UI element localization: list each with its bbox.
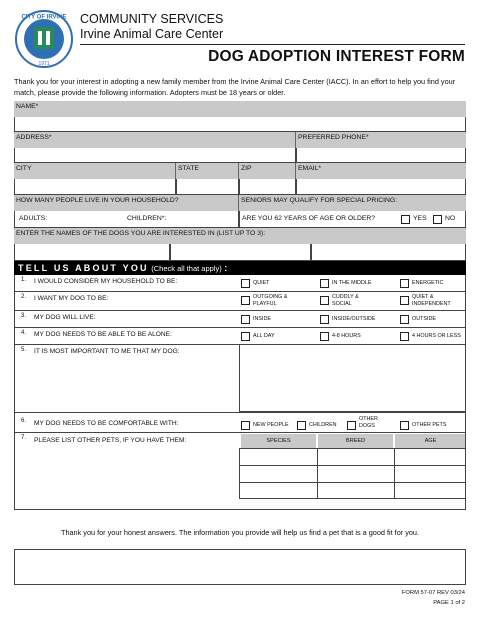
q6-text: MY DOG NEEDS TO BE COMFORTABLE WITH: xyxy=(34,420,179,427)
intro-text: Thank you for your interest in adopting a new family member from the Irvine Animal Care Center (IACC). In an effort to help you find your match, please provide the following information. Adopters must be 18 years or older. xyxy=(14,77,456,97)
zip-field[interactable] xyxy=(239,179,296,195)
q6-option-2-label: CHILDREN xyxy=(309,422,337,428)
pets-species-header: SPECIES xyxy=(241,434,316,448)
no-checkbox[interactable] xyxy=(433,215,442,224)
state-label: STATE xyxy=(176,163,239,179)
tell-us-colon: : xyxy=(224,263,230,273)
tell-us-title: TELL US ABOUT YOU xyxy=(18,263,149,273)
svg-text:CITY OF IRVINE: CITY OF IRVINE xyxy=(21,14,67,21)
q1-option-1-label: QUIET xyxy=(253,280,270,286)
form-title: DOG ADOPTION INTEREST FORM xyxy=(208,48,465,65)
tell-us-frame xyxy=(14,275,466,510)
age62-label: ARE YOU 62 YEARS OF AGE OR OLDER? xyxy=(242,215,376,222)
q6-option-3-label: OTHER DOGS xyxy=(359,416,378,429)
tell-us-bar xyxy=(14,261,466,275)
q6-option-1-label: NEW PEOPLE xyxy=(253,422,289,428)
seniors-label: SENIORS MAY QUALIFY FOR SPECIAL PRICING: xyxy=(239,195,466,211)
notes-box[interactable] xyxy=(14,549,466,585)
q3-number: 3. xyxy=(21,313,27,319)
pets-age-header: AGE xyxy=(395,434,466,448)
q2-number: 2. xyxy=(21,294,27,300)
q2-option-3-label: QUIET & INDEPENDENT xyxy=(412,294,451,307)
q7-number: 7. xyxy=(21,435,27,441)
q7-text: PLEASE LIST OTHER PETS, IF YOU HAVE THEM: xyxy=(34,437,187,444)
household-label: HOW MANY PEOPLE LIVE IN YOUR HOUSEHOLD? xyxy=(14,195,239,211)
dog-3-field[interactable] xyxy=(311,244,466,261)
dog-2-field[interactable] xyxy=(170,244,311,261)
org-subname: Irvine Animal Care Center xyxy=(80,27,224,41)
q6-number: 6. xyxy=(21,418,27,424)
page-number: PAGE 1 of 2 xyxy=(433,600,465,606)
thanks-text: Thank you for your honest answers. The information you provide will help us find a pet that is a good fit for you. xyxy=(60,528,419,537)
city-seal-logo xyxy=(14,9,74,69)
email-field[interactable] xyxy=(296,179,466,195)
name-label: NAME* xyxy=(14,101,466,117)
pets-breed-header: BREED xyxy=(318,434,393,448)
q6-option-4-label: OTHER PETS xyxy=(412,422,447,428)
yes-checkbox[interactable] xyxy=(401,215,410,224)
q4-option-3-label: 4 HOURS OR LESS xyxy=(412,333,461,339)
q3-option-3-label: OUTSIDE xyxy=(412,316,436,322)
zip-label: ZIP xyxy=(239,163,296,179)
children-label: CHILDREN*: xyxy=(127,215,167,222)
phone-field[interactable] xyxy=(296,148,466,163)
yes-label: YES xyxy=(413,215,427,222)
q1-option-2-label: IN THE MIDDLE xyxy=(332,280,372,286)
q3-text: MY DOG WILL LIVE: xyxy=(34,314,96,321)
q3-option-2-label: INSIDE/OUTSIDE xyxy=(332,316,376,322)
dogs-label: ENTER THE NAMES OF THE DOGS YOU ARE INTERESTED IN (LIST UP TO 3): xyxy=(14,228,466,244)
q2-option-1-label: OUTGOING & PLAYFUL xyxy=(253,294,288,307)
q4-option-2-label: 4-8 HOURS xyxy=(332,333,361,339)
email-label: EMAIL* xyxy=(296,163,466,179)
q2-option-2-label: CUDDLY & SOCIAL xyxy=(332,294,359,307)
name-field[interactable] xyxy=(14,117,466,132)
q4-option-1-label: ALL DAY xyxy=(253,333,275,339)
org-name: COMMUNITY SERVICES xyxy=(80,12,224,26)
q2-text: I WANT MY DOG TO BE: xyxy=(34,295,109,302)
header-rule xyxy=(80,44,465,45)
form-number: FORM 57-07 REV 03/24 xyxy=(401,590,465,596)
q1-text: I WOULD CONSIDER MY HOUSEHOLD TO BE: xyxy=(34,278,178,285)
q1-option-3-label: ENERGETIC xyxy=(412,280,444,286)
adults-label: ADULTS: xyxy=(19,215,48,222)
svg-text:1971: 1971 xyxy=(38,61,50,67)
q4-number: 4. xyxy=(21,330,27,336)
address-label: ADDRESS* xyxy=(14,132,296,148)
city-label: CITY xyxy=(14,163,176,179)
no-label: NO xyxy=(445,215,456,222)
q5-text: IT IS MOST IMPORTANT TO ME THAT MY DOG: xyxy=(34,348,180,355)
q4-text: MY DOG NEEDS TO BE ABLE TO BE ALONE: xyxy=(34,331,172,338)
dog-1-field[interactable] xyxy=(14,244,170,261)
address-field[interactable] xyxy=(14,148,296,163)
state-field[interactable] xyxy=(176,179,239,195)
tell-us-subtitle: (Check all that apply) xyxy=(151,264,222,273)
q3-option-1-label: INSIDE xyxy=(253,316,271,322)
city-field[interactable] xyxy=(14,179,176,195)
q5-number: 5. xyxy=(21,347,27,353)
phone-label: PREFERRED PHONE* xyxy=(296,132,466,148)
q1-number: 1. xyxy=(21,277,27,283)
